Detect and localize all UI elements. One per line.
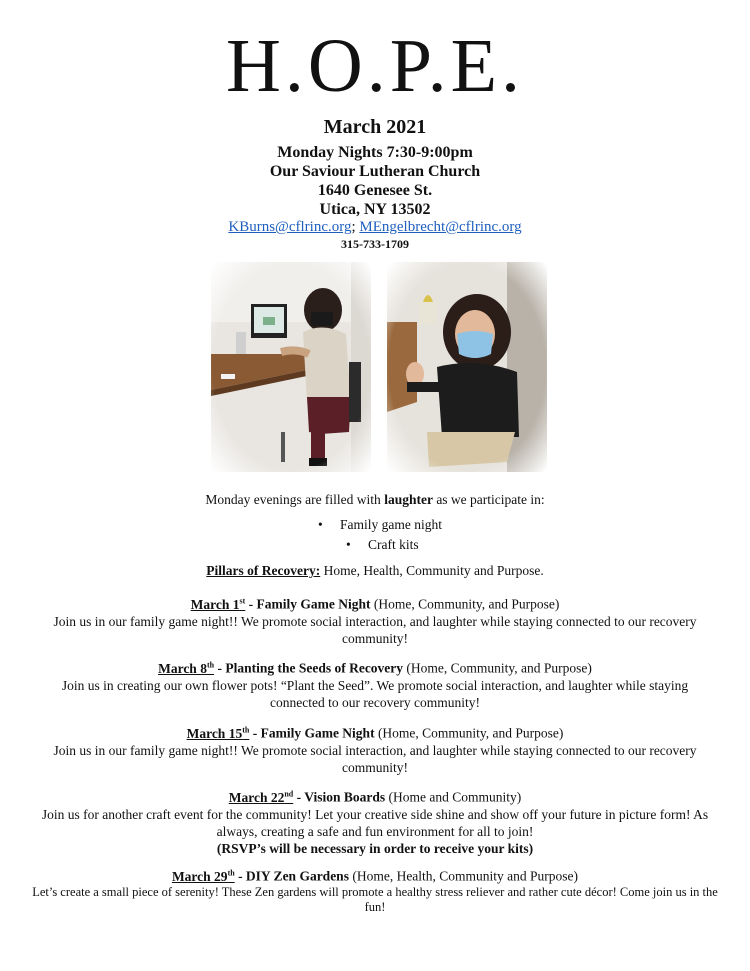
event-heading [40,721,710,742]
meeting-time: Monday Nights 7:30-9:00pm [277,144,473,161]
photo-woman-thumbs-up [387,262,547,472]
event-description: Join us in our family game night!! We promote social interaction, and laughter while staying connected to our recovery community! [53,613,697,646]
event-heading [40,656,710,677]
contact-emails [0,219,750,236]
pillars-label: Pillars of Recovery: [206,563,321,578]
list-item: • Craft kits [346,537,419,552]
list-item-label: Family game night [340,517,442,532]
event-tags: (Home, Community, and Purpose) [403,660,592,676]
event-description: Join us for another craft event for the community! Let your creative side shine and show off your future in picture form! As always, creating a safe and fun environment for all to join! [41,806,709,839]
intro-bold: laughter [384,492,433,507]
month-heading: March 2021 [323,116,427,138]
event-description: Join us in our family game night!! We promote social interaction, and laughter while staying connected to our recovery community! [53,742,697,775]
venue-city: Utica, NY 13502 [319,201,431,218]
event-title: - Vision Boards [293,789,386,805]
contact-phone: 315-733-1709 [341,237,409,251]
event-march-22 [40,785,710,857]
event-note: (RSVP’s will be necessary in order to receive your kits) [216,840,534,856]
event-heading [40,592,710,613]
event-tags: (Home, Community, and Purpose) [374,725,564,741]
pillars-text: Home, Health, Community and Purpose. [320,563,544,578]
intro-before: Monday evenings are filled with [205,492,385,507]
event-march-15 [40,721,710,776]
flyer-title: H.O.P.E. [225,24,525,108]
event-date: March 15th [186,725,250,741]
event-tags: (Home, Community, and Purpose) [370,596,560,612]
event-tags: (Home, Health, Community and Purpose) [348,868,579,884]
event-date: March 29th [171,868,235,884]
event-march-29 [30,864,720,915]
event-date: March 22nd [228,789,294,805]
email-link-mengelbrecht[interactable]: MEngelbrecht@cflrinc.org [359,219,522,235]
event-description: Join us in creating our own flower pots! “Plant the Seed”. We promote social interaction, and laughter while staying connected to our recovery community! [61,677,689,710]
event-description: Let’s create a small piece of serenity! These Zen gardens will promote a healthy stress reliever and rather cute décor! Come join us in the fun! [32,884,718,914]
event-title: - Planting the Seeds of Recovery [214,660,404,676]
event-title: - DIY Zen Gardens [234,868,349,884]
event-tags: (Home and Community) [385,789,522,805]
event-title: - Family Game Night [245,596,371,612]
pillars-of-recovery [0,563,750,579]
event-march-8 [40,656,710,711]
photo-woman-at-desk [211,262,371,472]
email-link-kburns[interactable]: KBurns@cflrinc.org [228,219,352,235]
event-date: March 1st [190,596,246,612]
list-item: • Family game night [318,517,442,532]
list-item-label: Craft kits [368,537,419,552]
event-march-1 [40,592,710,647]
venue-street: 1640 Genesee St. [317,182,433,199]
intro-text [0,492,750,508]
event-heading [40,785,710,806]
event-date: March 8th [158,660,215,676]
event-heading [30,864,720,885]
email-separator: ; [351,219,356,235]
event-title: - Family Game Night [249,725,375,741]
intro-after: as we participate in: [432,492,545,507]
venue-name: Our Saviour Lutheran Church [269,163,481,180]
